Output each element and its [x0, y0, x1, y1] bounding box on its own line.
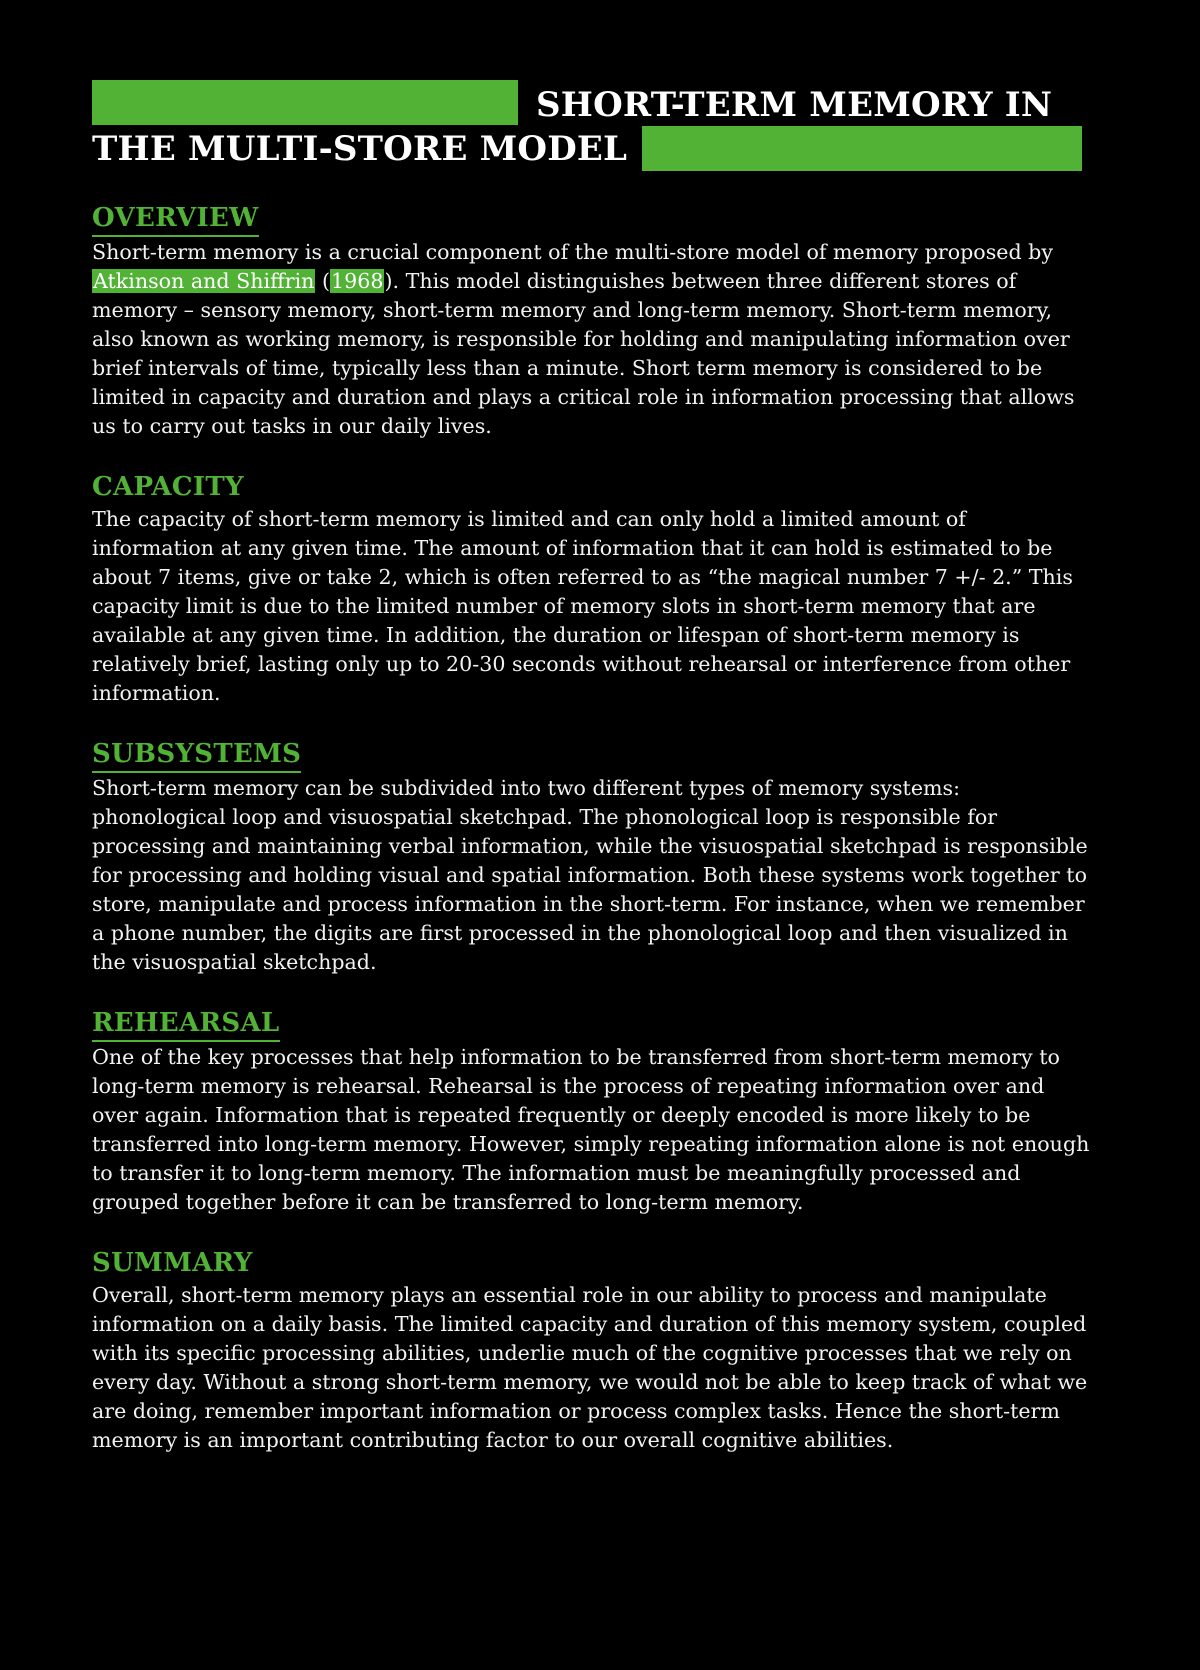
- section-body-capacity: The capacity of short-term memory is limited and can only hold a limited amount of information at any given time. The amount of information that it can hold is estimated to be about 7 items, give or take 2, which is often referred to as “the magical number 7 +/- 2.” This capacity limit is due to the limited number of memory slots in short-term memory that are available at any given time. In addition, the duration or lifespan of short-term memory is relatively brief, lasting only up to 20-30 seconds without rehearsal or interference from other information.: [92, 507, 1073, 705]
- highlight-year: 1968: [331, 269, 384, 293]
- section-body-rehearsal: One of the key processes that help information to be transferred from short-term memory to long-term memory is rehearsal. Rehearsal is the process of repeating information over and over again. Information that is repeated frequently or deeply encoded is more likely to be transferred into long-term memory. However, simply repeating information alone is not enough to transfer it to long-term memory. The information must be meaningfully processed and grouped together before it can be transferred to long-term memory.: [92, 1045, 1090, 1214]
- section-body-summary: Overall, short-term memory plays an essential role in our ability to process and manipulate information on a daily basis. The limited capacity and duration of this memory system, coupled with its specific processing abilities, underlie much of the cognitive processes that we rely on every day. Without a strong short-term memory, we would not be able to keep track of what we are doing, remember important information or process complex tasks. Hence the short-term memory is an important contributing factor to our overall cognitive abilities.: [92, 1283, 1088, 1452]
- section-summary: [92, 1247, 1092, 1455]
- document-page: [92, 80, 1092, 1455]
- section-heading-capacity: CAPACITY: [92, 472, 244, 502]
- overview-text-end: ). This model distinguishes between three different stores of memory – sensory memory, short-term memory and long-term memory. Short-term memory, also known as working memory, is responsible for holding and manipulating information over brief intervals of time, typically less than a minute. Short term memory is considered to be limited in capacity and duration and plays a critical role in information processing that allows us to carry out tasks in our daily lives.: [92, 269, 1075, 438]
- paren-open: (: [315, 269, 331, 293]
- section-heading-subsystems: SUBSYSTEMS: [92, 738, 301, 773]
- title-accent-bar-bottom: [642, 126, 1082, 171]
- section-rehearsal: [92, 1007, 1092, 1217]
- title-block: [92, 80, 1082, 172]
- section-heading-rehearsal: REHEARSAL: [92, 1007, 280, 1042]
- section-overview: [92, 202, 1092, 441]
- page-title-line-1: SHORT-TERM MEMORY IN: [536, 85, 1053, 125]
- overview-text-start: Short-term memory is a crucial component of the multi-store model of memory proposed by: [92, 240, 1053, 264]
- highlight-authors: Atkinson and Shiffrin: [93, 269, 315, 293]
- section-subsystems: [92, 738, 1092, 977]
- title-accent-bar-top: [92, 80, 518, 125]
- section-heading-summary: SUMMARY: [92, 1248, 253, 1278]
- section-body-subsystems: Short-term memory can be subdivided into two different types of memory systems: phonological loop and visuospatial sketchpad. The phonological loop is responsible for processing and maintaining verbal information, while the visuospatial sketchpad is responsible for processing and holding visual and spatial information. Both these systems work together to store, manipulate and process information in the short-term. For instance, when we remember a phone number, the digits are first processed in the phonological loop and then visualized in the visuospatial sketchpad.: [92, 776, 1088, 974]
- section-capacity: [92, 471, 1092, 708]
- page-title-line-2: THE MULTI-STORE MODEL: [92, 129, 628, 169]
- section-body-overview: [92, 238, 1092, 441]
- section-heading-overview: OVERVIEW: [92, 202, 259, 237]
